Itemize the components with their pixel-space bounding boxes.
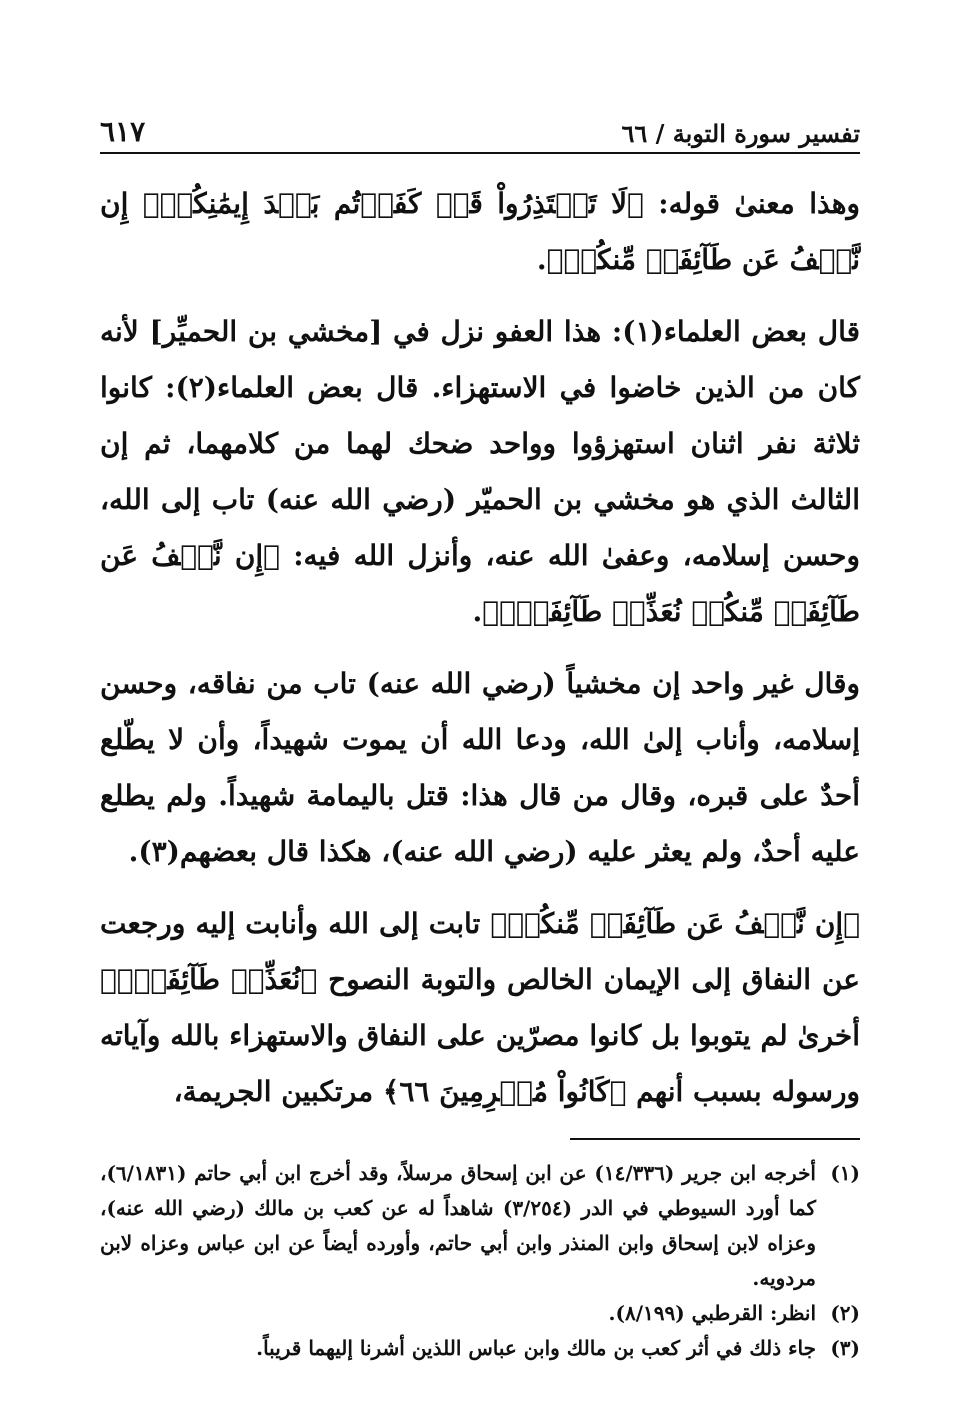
page-header	[100, 108, 860, 154]
paragraph-2: قال بعض العلماء(١): هذا العفو نزل في [مخشي بن الحميِّر] لأنه كان من الذين خاضوا في الاستهزاء. قال بعض العلماء(٢): كانوا ثلاثة نفر اثنان استهزؤوا وواحد ضحك لهما من كلامهما، ثم إن الثالث الذي هو مخشي بن الحميّر (رضي الله عنه) تاب إلى الله، وحسن إسلامه، وعفىٰ الله عنه، وأنزل الله فيه: ﴿إِن نَّعۡفُ عَن طَآئِفَةٖ مِّنكُمۡ نُعَذِّبۡ طَآئِفَةَۢ﴾.	[100, 315, 860, 628]
footnote-number: (٢)	[830, 1301, 860, 1325]
running-title: تفسير سورة التوبة / ٦٦	[621, 119, 860, 148]
footnote	[100, 1331, 860, 1366]
page	[100, 108, 860, 1366]
footnote-text: أخرجه ابن جرير (١٤/٣٣٦) عن ابن إسحاق مرسلاً، وقد أخرج ابن أبي حاتم (٦/١٨٣١)، كما أورد السيوطي في الدر (٣/٢٥٤) شاهداً له عن كعب بن مالك (رضي الله عنه)، وعزاه لابن إسحاق وابن المنذر وابن أبي حاتم، وأورده أيضاً عن ابن عباس وعزاه لابن مردويه.	[100, 1161, 816, 1290]
footnote	[100, 1296, 860, 1331]
footnote-number: (٣)	[830, 1336, 860, 1360]
footnote-text: جاء ذلك في أثر كعب بن مالك وابن عباس اللذين أشرنا إليهما قريباً.	[256, 1336, 816, 1360]
footnote-separator	[570, 1138, 860, 1140]
page-number: ٦١٧	[100, 115, 146, 148]
body-text	[100, 176, 860, 1120]
paragraph-3: وقال غير واحد إن مخشياً (رضي الله عنه) تاب من نفاقه، وحسن إسلامه، وأناب إلىٰ الله، ودعا الله أن يموت شهيداً، وأن لا يطّلع أحدٌ على قبره، وقال من قال هذا: قتل باليمامة شهيداً. ولم يطلع عليه أحدٌ، ولم يعثر عليه (رضي الله عنه)، هكذا قال بعضهم(٣).	[100, 667, 860, 868]
footnote-text: انظر: القرطبي (٨/١٩٩).	[608, 1301, 816, 1325]
footnote	[100, 1156, 860, 1296]
paragraph-1: وهذا معنىٰ قوله: ﴿لَا تَعۡتَذِرُواْ قَدۡ كَفَرۡتُم بَعۡدَ إِيمَٰنِكُمۡۚ إِن نَّعۡفُ عَن طَآئِفَةٖ مِّنكُمۡ﴾.	[100, 187, 860, 276]
paragraph-4: ﴿إِن نَّعۡفُ عَن طَآئِفَةٖ مِّنكُمۡ﴾ تابت إلى الله وأنابت إليه ورجعت عن النفاق إلى الإيمان الخالص والتوبة النصوح ﴿نُعَذِّبۡ طَآئِفَةَۢ﴾ أخرىٰ لم يتوبوا بل كانوا مصرّين على النفاق والاستهزاء بالله وآياته ورسوله بسبب أنهم ﴿كَانُواْ مُجۡرِمِينَ ٦٦﴾ مرتكبين الجريمة،	[100, 907, 860, 1108]
footnote-number: (١)	[830, 1161, 860, 1185]
footnotes	[100, 1156, 860, 1366]
